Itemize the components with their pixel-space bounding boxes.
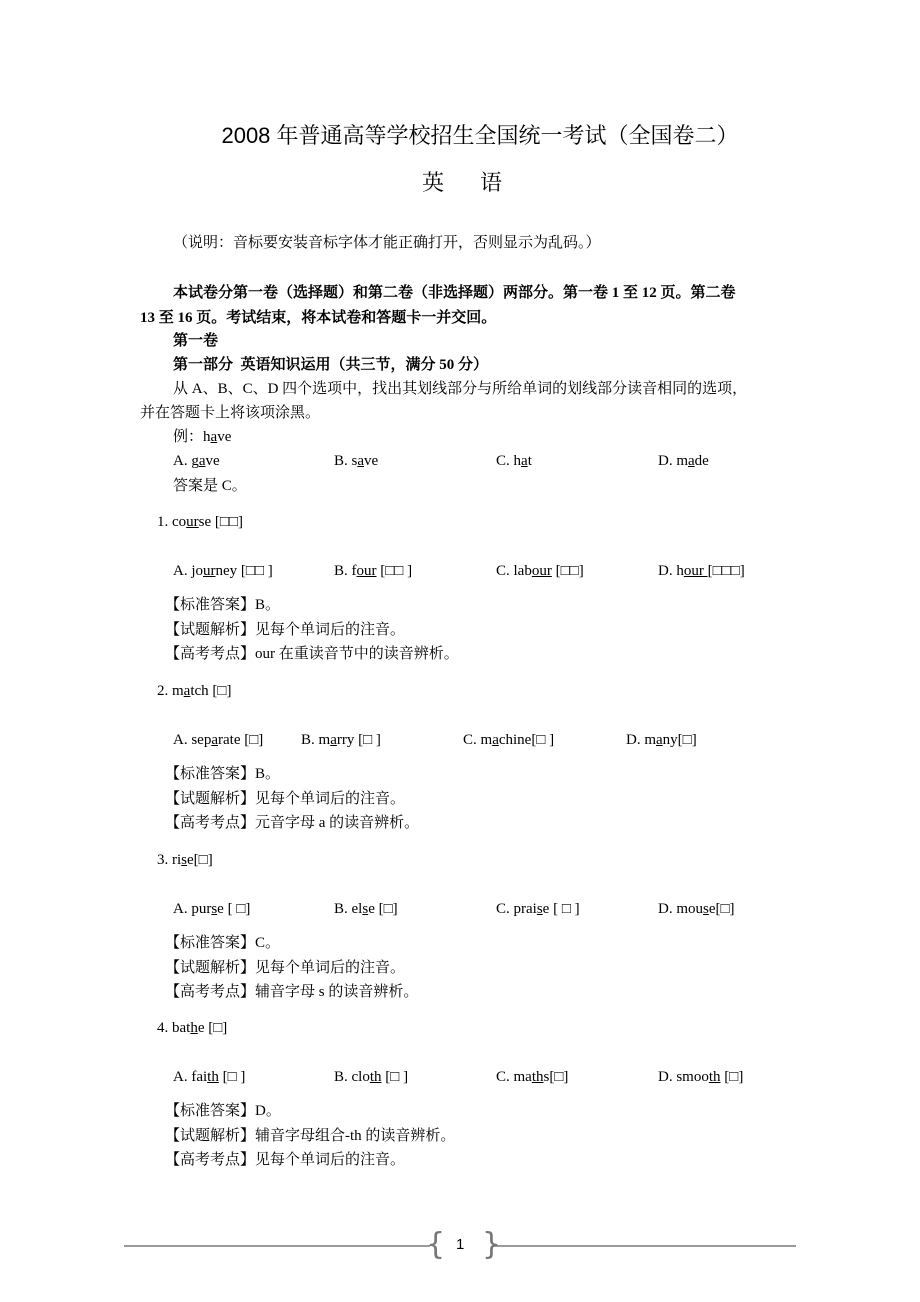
standard-answer: 【标准答案】D。 [165,1103,281,1119]
underlined-letters: our [356,563,377,579]
underlined-letters: a [656,732,663,748]
exam-point: 【高考考点】辅音字母 s 的读音辨析。 [165,984,419,1000]
word-text: e[□] [708,901,735,917]
word-text: [□ ] [381,1069,409,1085]
word-text: ve [217,429,232,445]
word-text: B. f [334,563,357,579]
answer-analysis: 【试题解析】见每个单词后的注音。 [165,622,406,638]
underlined-letters: our [683,563,708,579]
word-text: 例：h [173,429,211,445]
word-text: C. lab [496,563,532,579]
intro-line-2: 13 至 16 页。考试结束，将本试卷和答题卡一并交回。 [140,310,497,326]
word-text: [□] [720,1069,744,1085]
intro-line-1: 本试卷分第一卷（选择题）和第二卷（非选择题）两部分。第一卷 1 至 12 页。第二卷 [173,285,736,301]
underlined-letters: th [207,1069,219,1085]
word-text: 1. co [157,514,187,530]
word-text: B. clo [334,1069,370,1085]
underlined-letters: a [210,429,218,445]
word-text: A. sep [173,732,212,748]
word-text: tch [□] [190,683,232,699]
word-text: [□□] [551,563,584,579]
footer-brace-left: { [426,1227,446,1262]
word-text: se [□□] [198,514,244,530]
question-option [496,899,580,919]
question-option [496,561,584,581]
subject-heading: 英语 [421,171,538,196]
underlined-letters: a [198,453,206,469]
footer-rule-right [492,1245,796,1247]
exam-point: 【高考考点】our 在重读音节中的读音辨析。 [165,646,459,662]
question-option [173,730,263,750]
question-option [658,561,745,581]
word-text: C. m [463,732,493,748]
standard-answer: 【标准答案】B。 [165,766,281,782]
underlined-letters: a [521,453,528,469]
word-text: C. h [496,453,522,469]
word-text: B. m [301,732,331,748]
example-option [658,451,709,471]
word-text: B. s [334,453,358,469]
page-number: 1 [456,1236,465,1253]
volume-heading: 第一卷 [173,333,219,349]
word-text: D. mou [658,901,703,917]
underlined-letters: a [330,732,337,748]
word-text: D. smoo [658,1069,709,1085]
word-text: t [527,453,532,469]
underlined-letters: s [362,901,369,917]
word-text: D. m [658,453,688,469]
word-text: 4. bat [157,1020,191,1036]
exam-point: 【高考考点】见每个单词后的注音。 [165,1152,406,1168]
underlined-letters: s [181,852,188,868]
word-text: rry [□ ] [336,732,381,748]
question-option [173,561,273,581]
answer-analysis: 【试题解析】见每个单词后的注音。 [165,960,406,976]
underlined-letters: a [492,732,499,748]
underlined-letters: s [211,901,218,917]
question-option [496,1067,568,1087]
word-text: ney [□□ ] [215,563,273,579]
underlined-letters: a [357,453,365,469]
word-text: C. prai [496,901,537,917]
word-text: chine[□ ] [498,732,555,748]
word-text: rate [□] [218,732,264,748]
word-text: e [□] [368,901,398,917]
word-text: ve [364,453,379,469]
question-option [658,1067,743,1087]
underlined-letters: s [536,901,543,917]
word-text: ve [205,453,220,469]
underlined-letters: h [190,1020,198,1036]
word-text: s[□] [543,1069,569,1085]
footer-brace-right: } [482,1227,502,1262]
word-text: D. m [626,732,656,748]
instruction-line-2: 并在答题卡上将该项涂黑。 [140,405,321,421]
question-option [334,1067,408,1087]
underlined-letters: a [183,683,191,699]
example-stem [173,427,231,447]
question-stem [157,1018,227,1038]
word-text: A. fai [173,1069,208,1085]
underlined-letters: ur [186,514,199,530]
word-text: D. h [658,563,684,579]
question-stem [157,850,213,870]
answer-analysis: 【试题解析】见每个单词后的注音。 [165,791,406,807]
exam-point: 【高考考点】元音字母 a 的读音辨析。 [165,815,420,831]
underlined-letters: th [369,1069,382,1085]
answer-analysis: 【试题解析】辅音字母组合-th 的读音辨析。 [165,1128,456,1144]
word-text: [□□□] [707,563,745,579]
word-text: e [ □ ] [542,901,580,917]
word-text: B. el [334,901,363,917]
underlined-letters: ur [203,563,216,579]
word-text: A. pur [173,901,212,917]
example-answer: 答案是 C。 [173,478,247,494]
underlined-letters: s [703,901,709,917]
word-text: de [694,453,709,469]
document-title: 2008 年普通高等学校招生全国统一考试（全国卷二） [221,123,739,148]
word-text: A. jo [173,563,203,579]
example-option [173,451,220,471]
word-text: 2. m [157,683,184,699]
word-text: [□□ ] [376,563,413,579]
word-text: 3. ri [157,852,182,868]
question-option [334,899,398,919]
word-text: A. g [173,453,199,469]
standard-answer: 【标准答案】B。 [165,597,281,613]
question-option [658,899,735,919]
font-note: （说明：音标要安装音标字体才能正确打开，否则显示为乱码。） [173,235,601,251]
question-option [173,899,250,919]
underlined-letters: a [688,453,695,469]
underlined-letters: a [211,732,218,748]
part-heading: 第一部分 英语知识运用（共三节，满分 50 分） [173,357,489,373]
example-option [496,451,532,471]
question-stem [157,681,231,701]
question-option [301,730,381,750]
word-text: [□ ] [218,1069,246,1085]
question-option [173,1067,245,1087]
standard-answer: 【标准答案】C。 [165,935,281,951]
underlined-letters: th [531,1069,544,1085]
question-option [334,561,412,581]
word-text: e[□] [187,852,213,868]
word-text: ny[□] [662,732,697,748]
question-option [626,730,697,750]
instruction-line-1: 从 A、B、C、D 四个选项中，找出其划线部分与所给单词的划线部分读音相同的选项， [173,381,748,397]
word-text: C. ma [496,1069,532,1085]
example-option [334,451,378,471]
underlined-letters: th [708,1069,721,1085]
word-text: e [□] [197,1020,228,1036]
footer-rule-left [124,1245,430,1247]
question-option [463,730,554,750]
underlined-letters: our [531,563,552,579]
word-text: e [ □] [217,901,251,917]
question-stem [157,512,243,532]
